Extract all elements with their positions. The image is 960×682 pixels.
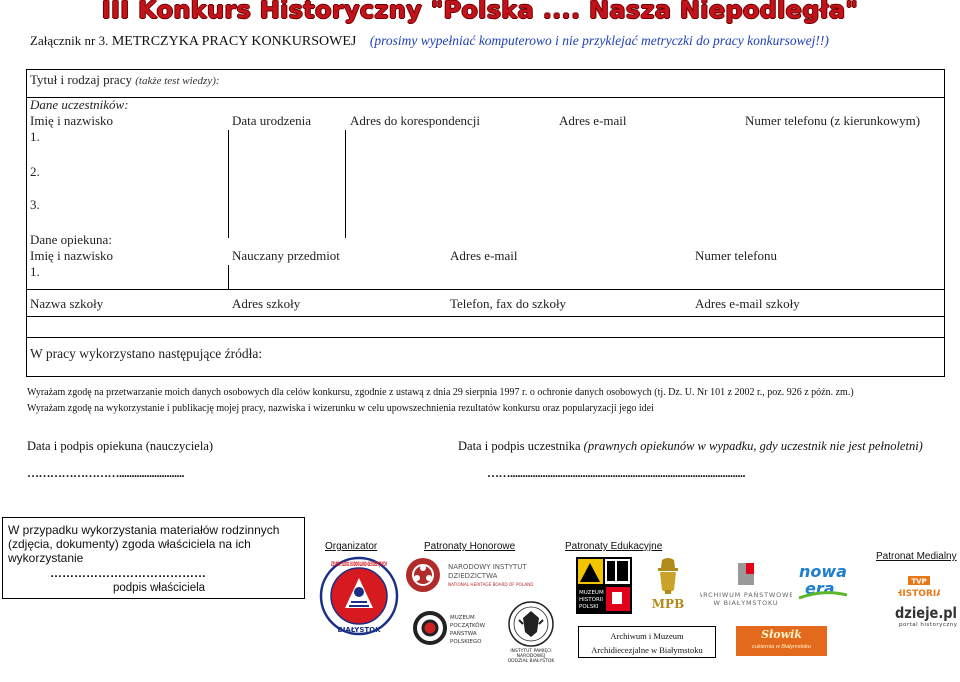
mhp-logo xyxy=(576,557,632,614)
guardian-signature-label: Data i podpis opiekuna (nauczyciela) xyxy=(27,439,214,453)
svg-text:NARODOWEJ: NARODOWEJ xyxy=(516,654,546,659)
honorary-patronage-label: Patronaty Honorowe xyxy=(424,541,516,552)
svg-text:TVP: TVP xyxy=(911,577,927,586)
svg-text:POLSKIEGO: POLSKIEGO xyxy=(450,639,482,645)
archdiocese-logo: Archiwum i Muzeum Archidiecezjalne w Białymstoku xyxy=(578,626,716,658)
ipn-logo xyxy=(503,600,559,666)
guardian-col-phone: Numer telefonu xyxy=(695,248,777,263)
state-archive-logo xyxy=(700,560,792,610)
consent-data-processing: Wyrażam zgodę na przetwarzanie moich danych osobowych dla celów konkursu, zgodnie z ustawą z dnia 29 sierpnia 1997 r. o ochronie danych osobowych (tj. Dz. U. Nr 101 z 2002 r., poz. 926 z późn. zm.) xyxy=(27,387,854,398)
participant-row-1[interactable]: 1. xyxy=(30,129,40,144)
slowik-logo: Słowik cukiernia w Białymstoku xyxy=(736,626,827,656)
owner-signature-line[interactable]: ………………………………… xyxy=(50,566,206,580)
participant-row-3[interactable]: 3. xyxy=(30,197,40,212)
svg-text:NARODOWY INSTYTUT: NARODOWY INSTYTUT xyxy=(448,563,527,571)
svg-text:dzieje.pl: dzieje.pl xyxy=(895,604,957,622)
svg-text:DZIEDZICTWA: DZIEDZICTWA xyxy=(448,572,498,580)
guardian-col-name: Imię i nazwisko xyxy=(30,248,114,263)
svg-text:ARCHIWUM PAŃSTWOWE: ARCHIWUM PAŃSTWOWE xyxy=(700,591,792,599)
annex-hint: (prosimy wypełniać komputerowo i nie przyklejać metryczki do pracy konkursowej!!) xyxy=(369,33,829,48)
participant-signature-hint: (prawnych opiekunów w wypadku, gdy uczestnik nie jest pełnoletni) xyxy=(583,439,923,453)
svg-text:nowa: nowa xyxy=(799,562,847,581)
participant-row-2[interactable]: 2. xyxy=(30,164,40,179)
participant-col-phone: Numer telefonu (z kierunkowym) xyxy=(745,113,921,128)
organizer-badge-arc-text: ZESPÓŁ SZKÓŁ BU xyxy=(331,560,398,568)
guardian-signature-line[interactable]: …………………….......................... xyxy=(27,466,184,480)
annex-name: METRCZYKA PRACY KONKURSOWEJ xyxy=(111,34,357,49)
nid-logo xyxy=(403,556,548,596)
svg-text:HISTORIA: HISTORIA xyxy=(898,589,940,599)
tvp-historia-logo xyxy=(898,576,940,600)
sources-label: W pracy wykorzystano następujące źródła: xyxy=(30,346,263,361)
work-title-hint: (także test wiedzy): xyxy=(135,75,220,87)
participant-signature-text: Data i podpis uczestnika xyxy=(458,439,581,453)
guardian-col-subject: Nauczany przedmiot xyxy=(232,248,340,263)
svg-text:MUZEUM: MUZEUM xyxy=(450,615,475,621)
svg-text:NATIONAL HERITAGE BOARD OF POL: NATIONAL HERITAGE BOARD OF POLAND xyxy=(448,582,534,587)
svg-text:portal historyczny: portal historyczny xyxy=(899,622,958,628)
participant-col-name: Imię i nazwisko xyxy=(30,113,114,128)
dzieje-logo xyxy=(894,604,958,628)
work-title-field[interactable] xyxy=(30,72,220,88)
participant-col-birthdate: Data urodzenia xyxy=(232,113,312,128)
annex-label: Załącznik nr 3. xyxy=(30,33,109,48)
guardian-col-email: Adres e-mail xyxy=(450,248,518,263)
svg-text:MPB: MPB xyxy=(651,597,685,611)
svg-text:INSTYTUT PAMIĘCI: INSTYTUT PAMIĘCI xyxy=(510,649,552,654)
school-col-email: Adres e-mail szkoły xyxy=(695,296,800,311)
consent-publication: Wyrażam zgodę na wykorzystanie i publikację mojej pracy, nazwiska i wizerunku w celu upowszechnienia rezultatów konkursu oraz popularyzacji jego idei xyxy=(27,403,654,414)
participant-signature-label xyxy=(458,439,923,454)
participant-col-email: Adres e-mail xyxy=(559,113,627,128)
school-data-field[interactable] xyxy=(30,320,930,334)
svg-text:POLSKI: POLSKI xyxy=(579,604,599,610)
svg-text:W BIAŁYMSTOKU: W BIAŁYMSTOKU xyxy=(713,599,779,607)
school-col-address: Adres szkoły xyxy=(232,296,301,311)
guardian-label: Dane opiekuna: xyxy=(30,232,112,247)
participant-col-address: Adres do korespondencji xyxy=(350,113,480,128)
svg-text:HISTORII: HISTORII xyxy=(579,597,604,603)
participants-label: Dane uczestników: xyxy=(30,97,129,112)
svg-text:MUZEUM: MUZEUM xyxy=(579,590,604,596)
nowa-era-logo xyxy=(797,561,849,603)
educational-patronage-label: Patronaty Edukacyjne xyxy=(565,541,663,552)
family-consent-text: W przypadku wykorzystania materiałów rodzinnych (zdjęcia, dokumenty) zgoda właściciela na ich wykorzystanie xyxy=(8,523,280,565)
svg-text:POCZĄTKÓW: POCZĄTKÓW xyxy=(450,623,486,629)
organizer-badge-city: BIAŁYSTOK xyxy=(337,626,381,634)
organizer-logo xyxy=(319,556,399,636)
mpb-logo xyxy=(648,556,688,614)
svg-text:era: era xyxy=(805,579,835,598)
work-title-label: Tytuł i rodzaj pracy xyxy=(30,72,132,87)
owner-signature-label: podpis właściciela xyxy=(113,582,206,594)
svg-text:ODDZIAŁ BIAŁYSTOK: ODDZIAŁ BIAŁYSTOK xyxy=(507,659,555,664)
media-patronage-label: Patronat Medialny xyxy=(876,551,957,562)
museum-origins-logo xyxy=(413,610,493,650)
organizer-label: Organizator xyxy=(325,541,378,552)
contest-title: III Konkurs Historyczny "Polska .... Nasza Niepodległa" xyxy=(101,0,859,24)
annex-line xyxy=(30,33,829,50)
school-col-phone: Telefon, fax do szkoły xyxy=(450,296,567,311)
participant-signature-line[interactable]: …….............................................................................................. xyxy=(487,466,745,480)
school-col-name: Nazwa szkoły xyxy=(30,296,104,311)
svg-text:PAŃSTWA: PAŃSTWA xyxy=(450,631,477,637)
guardian-row-1[interactable]: 1. xyxy=(30,264,40,279)
